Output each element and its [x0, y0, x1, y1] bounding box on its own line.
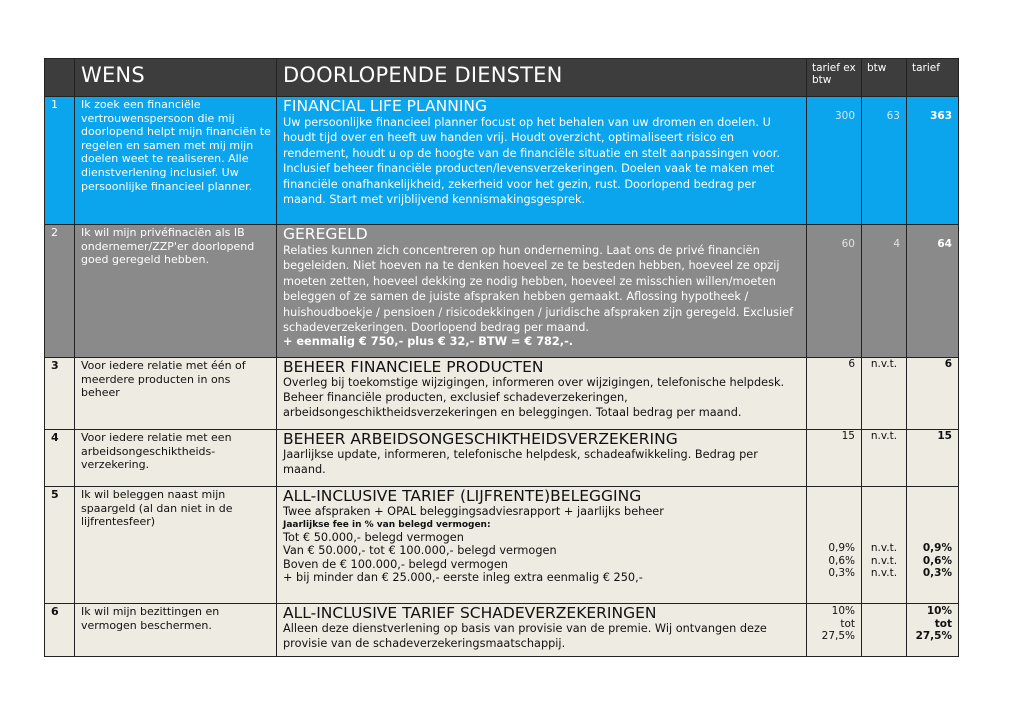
btw-value: n.v.t. [870, 430, 898, 442]
service-title: ALL-INCLUSIVE TARIEF SCHADEVERZEKERINGEN [283, 604, 657, 622]
header-tarief-ex-btw: tarief ex btw [807, 59, 862, 97]
tarief-value: 0,3% [922, 567, 952, 579]
fee-tier: Tot € 50.000,- belegd vermogen [283, 530, 464, 544]
tarief-value: 6 [944, 358, 952, 370]
table-row [45, 97, 959, 225]
service-title: FINANCIAL LIFE PLANNING [283, 97, 487, 115]
btw-value: n.v.t. [870, 358, 898, 370]
service-description: Jaarlijkse update, informeren, telefonische helpdesk, schadeafwikkeling. Bedrag per maand. [283, 448, 758, 476]
wens-text: Voor iedere relatie met één of meerdere producten in ons beheer [81, 359, 246, 400]
table-row [45, 487, 959, 604]
service-title: BEHEER ARBEIDSONGESCHIKTHEIDSVERZEKERING [283, 430, 678, 448]
header-nr [45, 59, 75, 97]
tarief-value: 27,5% [915, 630, 952, 642]
wens-text: Ik zoek een financiële vertrouwenspersoon die mij doorlopend helpt mijn financiën te regelen en samen met mij mijn doelen weet te realiseren. Alle dienstverlening inclusief. Uw persoonlijke financieel planner. [81, 98, 271, 193]
tariff-table [44, 58, 959, 657]
fee-extra: + bij minder dan € 25.000,- eerste inleg extra eenmalig € 250,- [283, 571, 643, 585]
service-description: Twee afspraken + OPAL beleggingsadviesrapport + jaarlijks beheer [283, 505, 664, 518]
btw-value: 4 [893, 238, 900, 250]
tarief-ex-btw: 6 [848, 358, 855, 370]
row-number: 2 [51, 226, 58, 239]
row-number: 4 [51, 431, 59, 444]
row-number: 6 [51, 605, 59, 618]
tarief-ex-btw: 27,5% [821, 630, 855, 642]
tarief-ex-btw: 15 [841, 430, 855, 442]
table-row [45, 358, 959, 430]
tarief-value: 10% [926, 605, 952, 617]
tarief-value: 0,6% [922, 554, 952, 567]
header-diensten: DOORLOPENDE DIENSTEN [277, 59, 807, 97]
btw-value: n.v.t. [870, 554, 898, 567]
btw-value: 63 [886, 110, 900, 122]
table-row [45, 430, 959, 487]
row-number: 5 [51, 488, 59, 501]
table-row [45, 225, 959, 358]
row-number: 1 [51, 98, 58, 111]
wens-text: Ik wil mijn bezittingen en vermogen beschermen. [81, 605, 220, 632]
wens-text: Voor iedere relatie met een arbeidsongeschiktheids-verzekering. [81, 431, 232, 472]
service-description: Alleen deze dienstverlening op basis van provisie van de premie. Wij ontvangen deze provisie van de schadeverzekeringsmaatschappij. [283, 622, 767, 650]
service-extra-fee: + eenmalig € 750,- plus € 32,- BTW = € 782,-. [283, 335, 574, 349]
tarief-value: 363 [930, 110, 952, 122]
tarief-ex-btw: 0,3% [828, 567, 855, 579]
service-description: Overleg bij toekomstige wijzigingen, informeren over wijzigingen, telefonische helpdesk. Beheer financiële producten, exclusief schadeverzekeringen, arbeidsongeschiktheidsverzekeringen en beleggingen. Totaal bedrag per maand. [283, 376, 785, 419]
tarief-value: 15 [937, 430, 952, 442]
fee-heading: Jaarlijkse fee in % van belegd vermogen: [283, 519, 491, 530]
tarief-value: tot [934, 617, 952, 630]
header-tarief: tarief [907, 59, 959, 97]
btw-value: n.v.t. [870, 567, 898, 579]
tarief-ex-btw: tot [840, 617, 855, 630]
btw-value: n.v.t. [870, 542, 898, 554]
service-title: BEHEER FINANCIELE PRODUCTEN [283, 358, 544, 376]
tarief-value: 0,9% [922, 542, 952, 554]
fee-tier: Boven de € 100.000,- belegd vermogen [283, 557, 508, 571]
tarief-value: 64 [937, 238, 952, 250]
table-header [45, 59, 959, 97]
tarief-ex-btw: 0,6% [828, 554, 855, 567]
header-wens: WENS [75, 59, 277, 97]
table-row [45, 604, 959, 657]
service-title: GEREGELD [283, 225, 368, 243]
tarief-ex-btw: 300 [834, 110, 855, 122]
wens-text: Ik wil mijn privéfinaciën als IB ondernemer/ZZP'er doorlopend goed geregeld hebben. [81, 226, 255, 267]
tarief-ex-btw: 60 [841, 238, 855, 250]
row-number: 3 [51, 359, 59, 372]
header-btw: btw [862, 59, 907, 97]
btw-value [862, 604, 906, 617]
tarief-ex-btw: 0,9% [828, 542, 855, 554]
service-title: ALL-INCLUSIVE TARIEF (LIJFRENTE)BELEGGING [283, 487, 642, 505]
tarief-ex-btw: 10% [831, 605, 855, 617]
service-description: Relaties kunnen zich concentreren op hun onderneming. Laat ons de privé financiën begeleiden. Niet hoeven na te denken hoeveel ze te besteden hebben, hoeveel ze opzij moeten zetten, hoeveel dekking ze nodig hebben, hoeveel ze misschien willen/moeten beleggen of ze samen de juiste afspraken hebben gemaakt. Aflossing hypotheek / huishoudboekje / pensioen / risicodekkingen / juridische afspraken zijn geregeld. Exclusief schadeverzekeringen. Doorlopend bedrag per maand. [283, 244, 794, 335]
fee-tier: Van € 50.000,- tot € 100.000,- belegd vermogen [283, 544, 557, 558]
wens-text: Ik wil beleggen naast mijn spaargeld (al dan niet in de lijfrentesfeer) [81, 488, 233, 529]
service-description: Uw persoonlijke financieel planner focust op het behalen van uw dromen en doelen. U houdt tijd over en heeft uw handen vrij. Houdt overzicht, optimaliseert risico en rendement, houdt u op de hoogte van de financiële situatie en stelt aanpassingen voor. Inclusief beheer financiële producten/levensverzekeringen. Doelen vaak te maken met financiële onafhankelijkheid, zekerheid voor het gezin, rust. Doorlopend bedrag per maand. Start met vrijblijvend kennismakingsgesprek. [283, 116, 780, 207]
